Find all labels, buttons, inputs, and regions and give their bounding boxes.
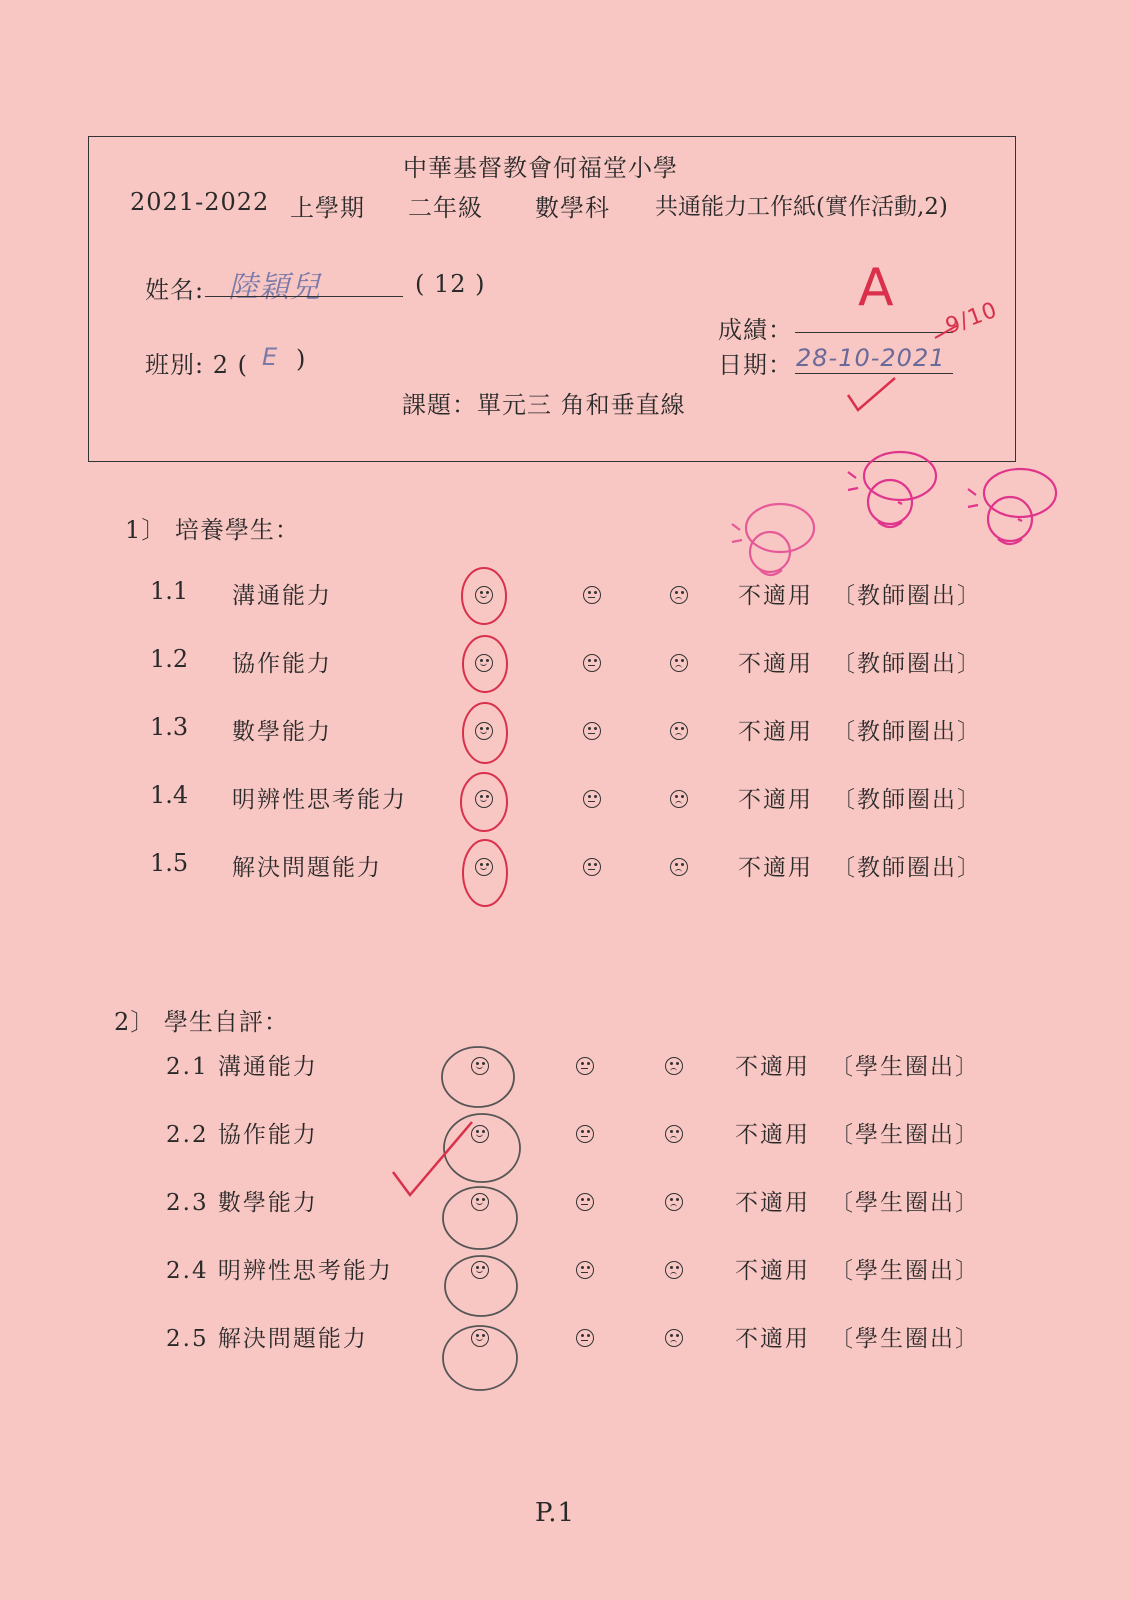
not-applicable-option[interactable]: 不適用: [738, 855, 813, 881]
teacher-instruction: 〔教師圈出〕: [832, 719, 982, 745]
not-applicable-option[interactable]: 不適用: [738, 651, 813, 677]
neutral-face-icon[interactable]: [583, 654, 601, 672]
topic: 課題：單元三 角和垂直線: [402, 391, 686, 419]
not-applicable-option[interactable]: 不適用: [738, 719, 813, 745]
student-number: ( 12 ): [415, 270, 486, 298]
happy-face-icon[interactable]: [475, 586, 493, 604]
date-line: [795, 373, 953, 374]
happy-face-icon[interactable]: [471, 1193, 489, 1211]
row-label: 2.3 數學能力: [166, 1190, 318, 1216]
happy-face-icon[interactable]: [471, 1329, 489, 1347]
teacher-instruction: 〔教師圈出〕: [832, 651, 982, 677]
section1-title: 1〕 培養學生：: [125, 516, 300, 544]
sad-face-icon[interactable]: [670, 586, 688, 604]
neutral-face-icon[interactable]: [576, 1125, 594, 1143]
neutral-face-icon[interactable]: [583, 722, 601, 740]
section2-title: 2〕 學生自評：: [114, 1008, 289, 1036]
date-value: 28-10-2021: [796, 344, 946, 372]
neutral-face-icon[interactable]: [576, 1261, 594, 1279]
row-number: 1.1: [150, 577, 189, 605]
not-applicable-option[interactable]: 不適用: [735, 1326, 810, 1352]
class-label: 班別: 2 (: [145, 351, 248, 379]
not-applicable-option[interactable]: 不適用: [738, 583, 813, 609]
red-check-mark-2: [393, 1122, 472, 1195]
sad-face-icon[interactable]: [665, 1193, 683, 1211]
date-label: 日期：: [718, 351, 793, 379]
grade-value: A: [858, 258, 895, 318]
stamp-1: [732, 504, 814, 575]
row-number: 1.5: [150, 849, 189, 877]
not-applicable-option[interactable]: 不適用: [735, 1122, 810, 1148]
row-label: 溝通能力: [232, 583, 332, 609]
neutral-face-icon[interactable]: [583, 790, 601, 808]
student-instruction: 〔學生圈出〕: [830, 1190, 980, 1216]
not-applicable-option[interactable]: 不適用: [738, 787, 813, 813]
neutral-face-icon[interactable]: [576, 1057, 594, 1075]
happy-face-icon[interactable]: [471, 1125, 489, 1143]
grade-line: [795, 332, 953, 333]
not-applicable-option[interactable]: 不適用: [735, 1258, 810, 1284]
happy-face-icon[interactable]: [475, 654, 493, 672]
happy-face-icon[interactable]: [475, 722, 493, 740]
school-name: 中華基督教會何福堂小學: [403, 154, 678, 182]
character-stamps: [732, 452, 1056, 575]
row-label: 解決問題能力: [232, 855, 382, 881]
row-number: 1.3: [150, 713, 189, 741]
happy-face-icon[interactable]: [471, 1261, 489, 1279]
class-close: ): [296, 345, 307, 373]
class-value: E: [262, 343, 279, 371]
student-instruction: 〔學生圈出〕: [830, 1326, 980, 1352]
sad-face-icon[interactable]: [670, 790, 688, 808]
score-note: 9/10: [942, 297, 1002, 340]
row-number: 1.4: [150, 781, 189, 809]
row-label: 2.5 解決問題能力: [166, 1326, 368, 1352]
row-label: 明辨性思考能力: [232, 787, 407, 813]
not-applicable-option[interactable]: 不適用: [735, 1054, 810, 1080]
neutral-face-icon[interactable]: [583, 586, 601, 604]
sad-face-icon[interactable]: [665, 1329, 683, 1347]
not-applicable-option[interactable]: 不適用: [735, 1190, 810, 1216]
term: 上學期: [290, 194, 365, 222]
sad-face-icon[interactable]: [670, 858, 688, 876]
student-circle-1: [442, 1047, 514, 1107]
row-label: 2.1 溝通能力: [166, 1054, 318, 1080]
student-instruction: 〔學生圈出〕: [830, 1258, 980, 1284]
sad-face-icon[interactable]: [665, 1261, 683, 1279]
neutral-face-icon[interactable]: [583, 858, 601, 876]
grade-label: 成績：: [718, 316, 793, 344]
name-line: [205, 296, 403, 297]
teacher-instruction: 〔教師圈出〕: [832, 855, 982, 881]
student-name: 陸穎兒: [228, 270, 321, 305]
subject: 數學科: [535, 194, 610, 222]
row-label: 數學能力: [232, 719, 332, 745]
sad-face-icon[interactable]: [665, 1057, 683, 1075]
grade-level: 二年級: [408, 194, 483, 222]
teacher-instruction: 〔教師圈出〕: [832, 787, 982, 813]
happy-face-icon[interactable]: [475, 790, 493, 808]
happy-face-icon[interactable]: [471, 1057, 489, 1075]
row-number: 1.2: [150, 645, 189, 673]
happy-face-icon[interactable]: [475, 858, 493, 876]
row-label: 協作能力: [232, 651, 332, 677]
name-label: 姓名:: [145, 276, 205, 304]
student-instruction: 〔學生圈出〕: [830, 1054, 980, 1080]
stamp-3: [968, 469, 1056, 544]
sad-face-icon[interactable]: [670, 654, 688, 672]
row-label: 2.2 協作能力: [166, 1122, 318, 1148]
worksheet-title: 共通能力工作紙(實作活動,2): [655, 194, 948, 220]
school-year: 2021-2022: [130, 188, 270, 216]
sad-face-icon[interactable]: [670, 722, 688, 740]
page-number: P.1: [535, 1498, 576, 1528]
student-circle-2: [444, 1114, 520, 1182]
teacher-instruction: 〔教師圈出〕: [832, 583, 982, 609]
sad-face-icon[interactable]: [665, 1125, 683, 1143]
student-instruction: 〔學生圈出〕: [830, 1122, 980, 1148]
neutral-face-icon[interactable]: [576, 1193, 594, 1211]
row-label: 2.4 明辨性思考能力: [166, 1258, 393, 1284]
neutral-face-icon[interactable]: [576, 1329, 594, 1347]
stamp-2: [848, 452, 936, 527]
